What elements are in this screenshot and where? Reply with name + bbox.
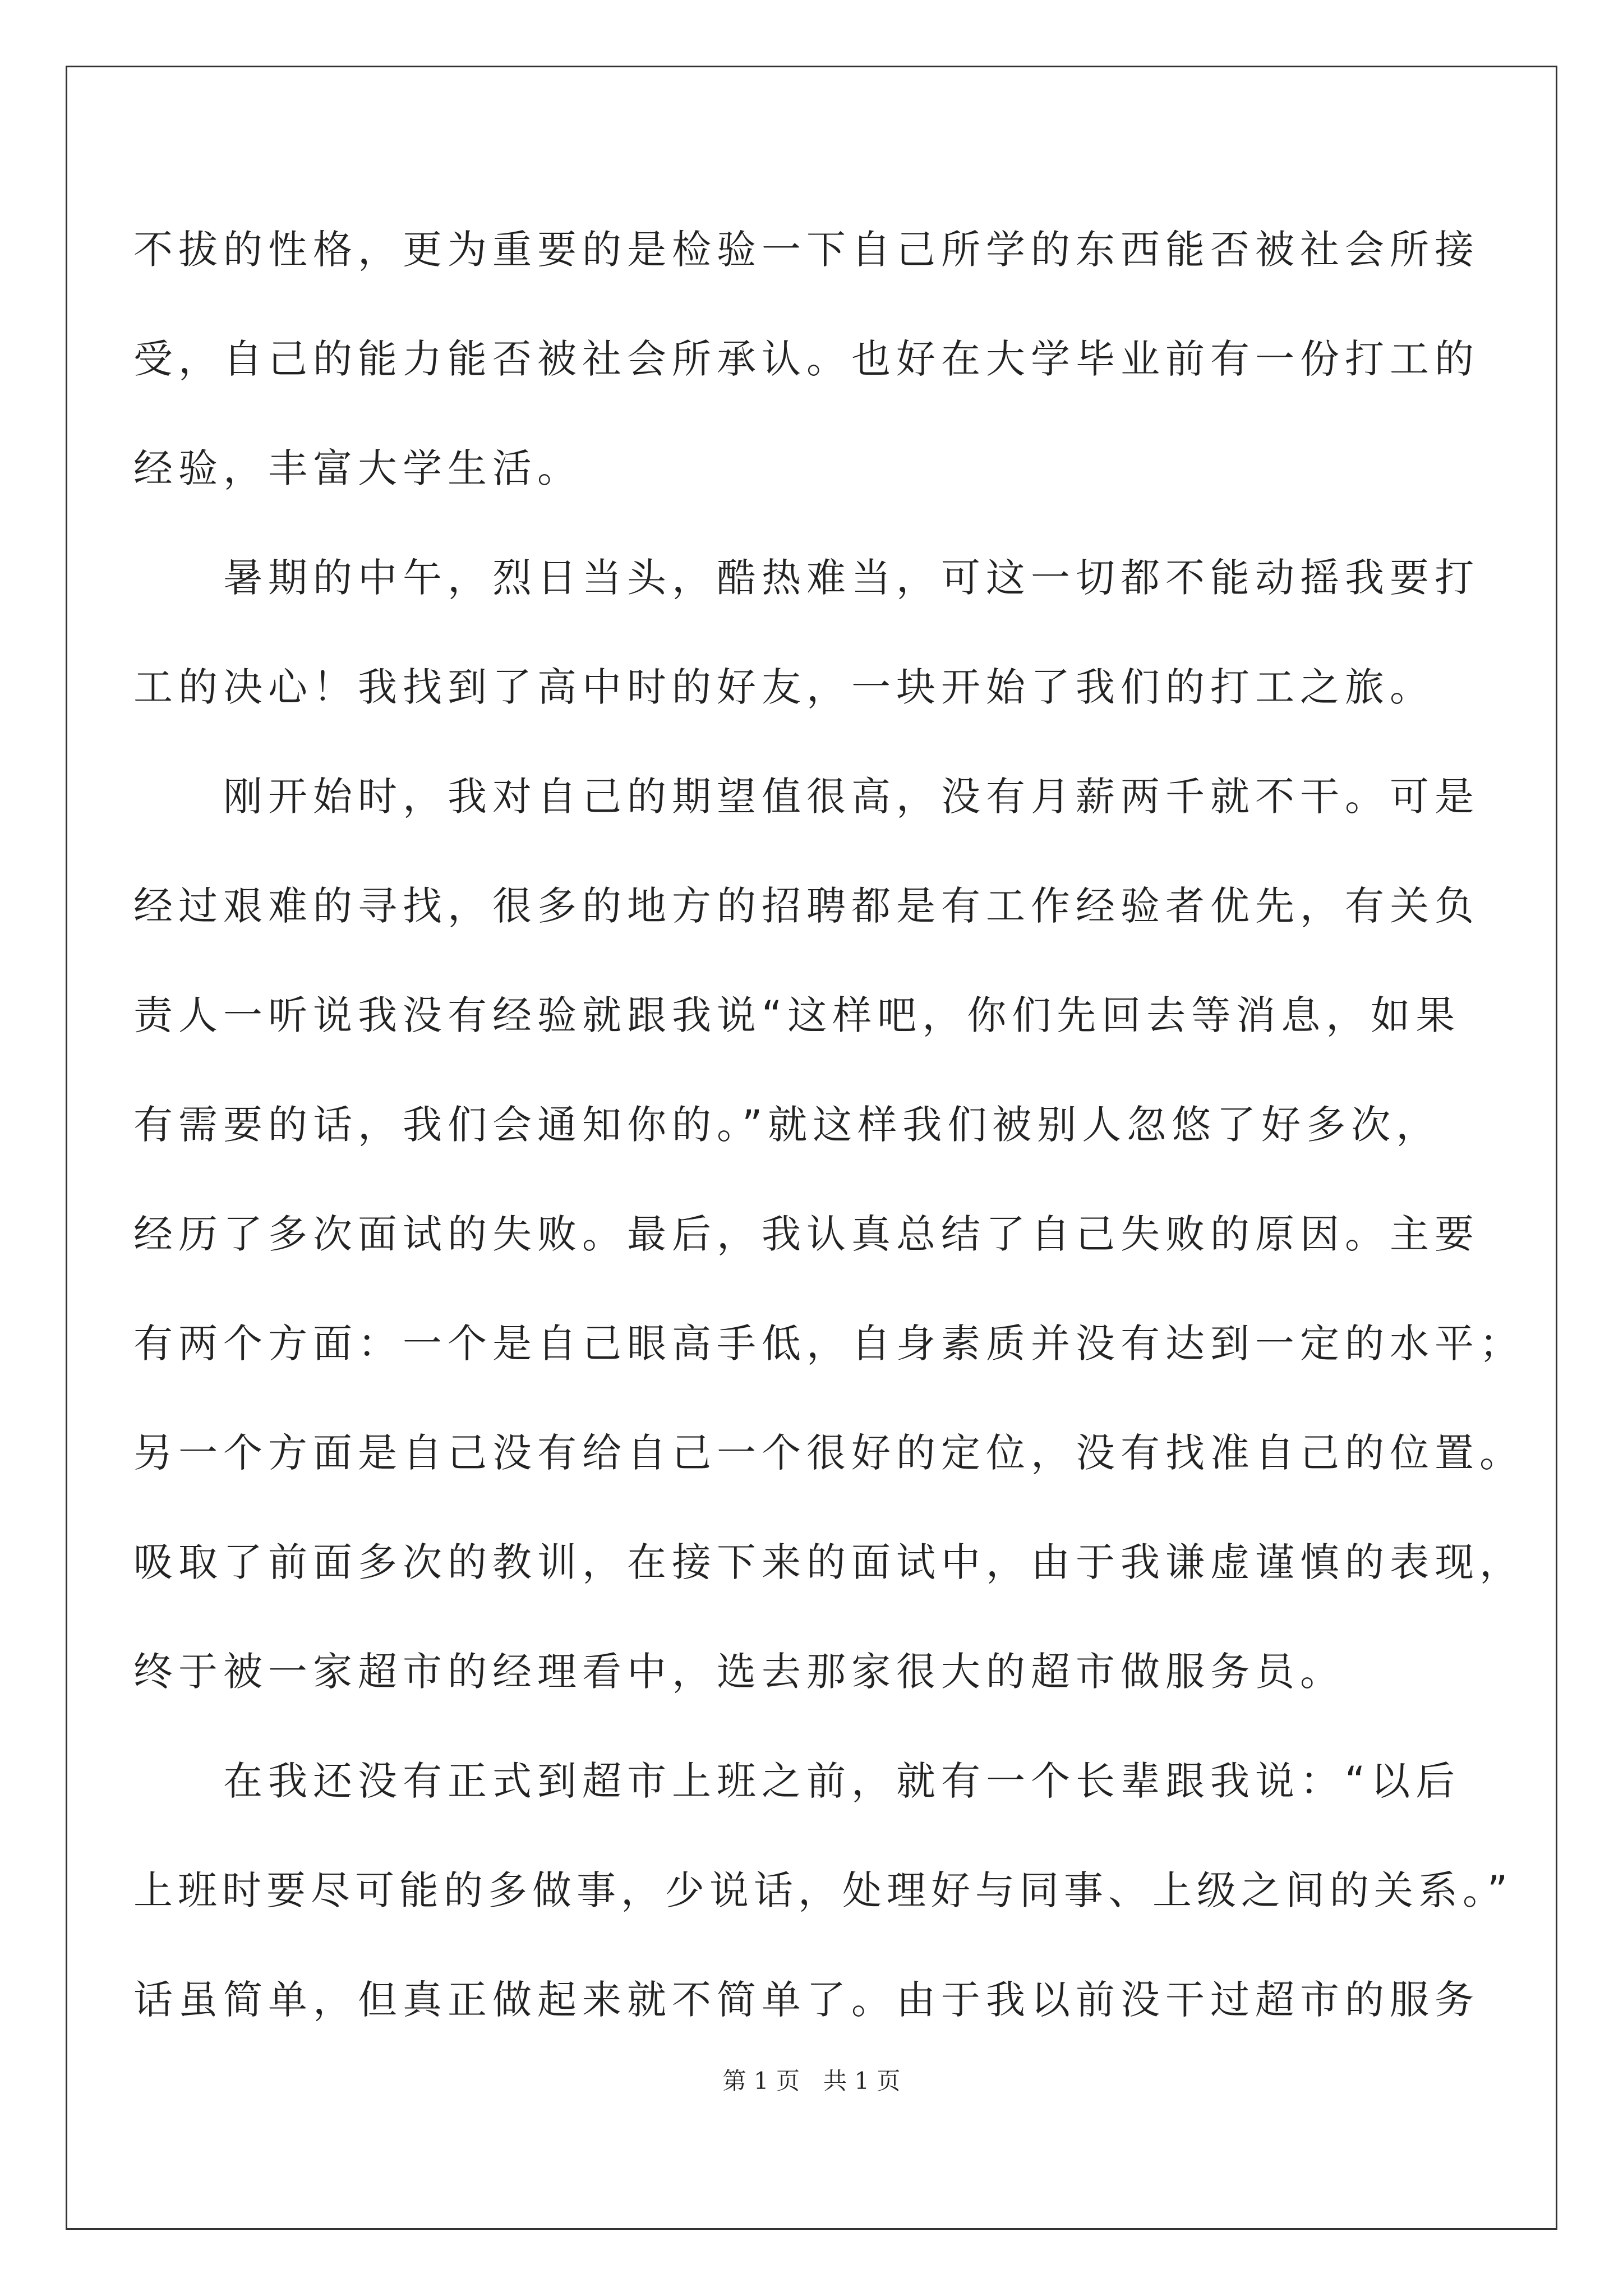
text-line: 话虽简单，但真正做起来就不简单了。由于我以前没干过超市的服务 [133,1977,1479,2023]
text-line: 经验，丰富大学生活。 [133,445,582,491]
text-line: 有需要的话，我们会通知你的。”就这样我们被别人忽悠了好多次， [133,1102,1441,1148]
page-number-footer: 第 1 页 共 1 页 [722,2067,901,2095]
text-line: 工的决心！我找到了高中时的好友，一块开始了我们的打工之旅。 [133,664,1435,710]
text-line: 责人一听说我没有经验就跟我说“这样吧，你们先回去等消息，如果 [133,992,1461,1038]
text-line: 经历了多次面试的失败。最后，我认真总结了自己失败的原因。主要 [133,1211,1479,1257]
text-line: 另一个方面是自己没有给自己一个很好的定位，没有找准自己的位置。 [133,1430,1524,1476]
text-line: 刚开始时，我对自己的期望值很高，没有月薪两千就不干。可是 [133,774,1479,820]
text-line: 不拔的性格，更为重要的是检验一下自己所学的东西能否被社会所接 [133,227,1479,273]
text-line: 有两个方面：一个是自己眼高手低，自身素质并没有达到一定的水平； [133,1320,1524,1366]
text-line: 受，自己的能力能否被社会所承认。也好在大学毕业前有一份打工的 [133,336,1479,382]
text-line: 暑期的中午，烈日当头，酷热难当，可这一切都不能动摇我要打 [133,555,1479,601]
text-line: 在我还没有正式到超市上班之前，就有一个长辈跟我说：“以后 [133,1758,1461,1804]
text-line: 上班时要尽可能的多做事，少说话，处理好与同事、上级之间的关系。” [133,1867,1513,1913]
text-line: 经过艰难的寻找，很多的地方的招聘都是有工作经验者优先，有关负 [133,883,1479,929]
text-line: 吸取了前面多次的教训，在接下来的面试中，由于我谦虚谨慎的表现， [133,1539,1524,1585]
text-line: 终于被一家超市的经理看中，选去那家很大的超市做服务员。 [133,1649,1345,1695]
